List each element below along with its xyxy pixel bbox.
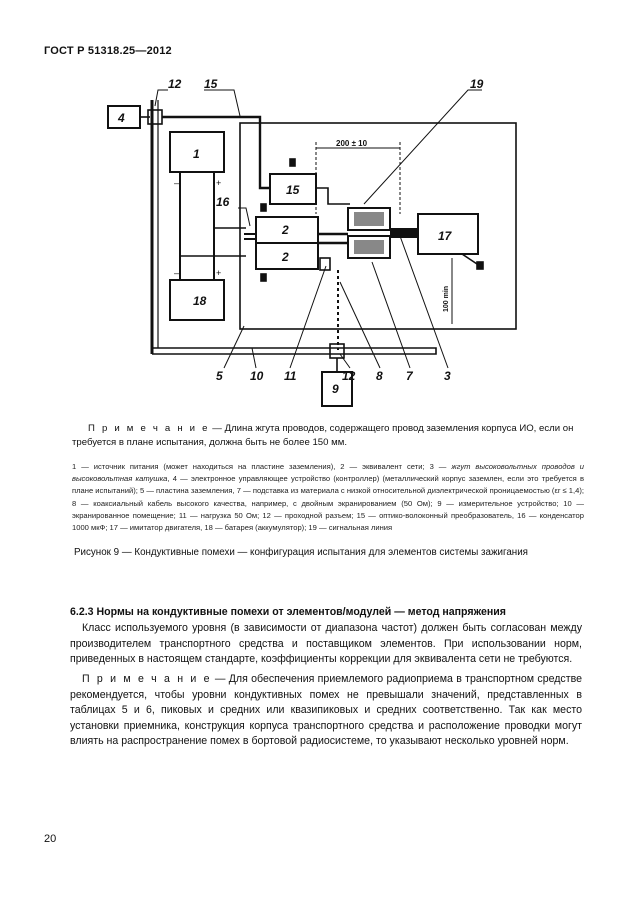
callout-12-top: 12 bbox=[168, 77, 182, 91]
figure-note bbox=[72, 422, 582, 450]
note-prefix: П р и м е ч а н и е bbox=[88, 423, 210, 434]
test-setup-diagram bbox=[104, 76, 524, 416]
figure-caption: Рисунок 9 — Кондуктивные помехи — конфигурация испытания для элементов системы зажигания bbox=[74, 547, 528, 558]
dimension-200: 200 ± 10 bbox=[336, 139, 368, 148]
note-text-1: — Длина жгута проводов, содержащего провод заземления корпуса ИО, если он bbox=[209, 423, 574, 434]
section-note-prefix: П р и м е ч а н и е bbox=[82, 673, 212, 685]
figure-legend bbox=[72, 461, 584, 534]
callout-10: 10 bbox=[250, 369, 264, 383]
section-heading: 6.2.3 Нормы на кондуктивные помехи от элементов/модулей — метод напряжения bbox=[70, 606, 506, 618]
page-number: 20 bbox=[44, 833, 57, 845]
polarity-minus-bottom: – bbox=[174, 268, 180, 278]
note-text-2: требуется в плане испытания, должна быть не более 150 мм. bbox=[72, 437, 347, 448]
polarity-plus-bottom: + bbox=[216, 268, 222, 278]
dimension-100min: 100 min bbox=[443, 285, 450, 312]
legend-part-3: , 4 — электронное управляющее устройство (контроллер) (металлический корпус заземлен, если это требуется в плане испытаний); 5 — пластина заземления, 7 — подставка из материала с низкой относительной диэлектрической проницаемостью (εr ≤ 1,4); 8 — коаксиальный кабель высокого качества, например, с двойным экранированием (50 Ом); 9 — измерительное устройство; 10 — экранированное помещение; 11 — нагрузка 50 Ом; 12 — проходной разъем; 15 — оптико-волоконный преобразователь, 16 — конденсатор 1000 мкФ; 17 — имитатор двигателя, 18 — батарея (аккумулятор); 19 — сигнальная линия bbox=[72, 474, 584, 533]
legend-part-2: жгут высоковольтных проводов и высоковольтная катушка bbox=[72, 462, 585, 484]
callout-18: 18 bbox=[193, 294, 207, 308]
legend-part-1: 1 — источник питания (может находиться на пластине заземления), 2 — эквивалент сети; 3 — bbox=[72, 462, 452, 471]
callout-3: 3 bbox=[444, 369, 451, 383]
callout-2-bottom: 2 bbox=[282, 250, 289, 264]
callout-17: 17 bbox=[438, 229, 452, 243]
callout-11: 11 bbox=[284, 369, 297, 383]
polarity-minus-top: – bbox=[174, 178, 180, 188]
callout-5: 5 bbox=[216, 369, 223, 383]
polarity-plus-top: + bbox=[216, 178, 222, 188]
figure-note-line1 bbox=[72, 422, 582, 436]
callout-15-box: 15 bbox=[286, 183, 300, 197]
callout-1: 1 bbox=[193, 147, 200, 161]
section-note-text: — Для обеспечения приемлемого радиоприема в транспортном средстве рекомендуется, чтобы уровни кондуктивных помех не превышали значений, представленных в таблицах 5 и 6, пиковых и средних или квазипиковых и средних соответственно. Так как место установки приемника, конструкция корпуса транспортного средства и расположение проводки могут влиять на распространение помех в бортовой радиосистеме, то указывают несколько уровней норм. bbox=[70, 673, 582, 747]
callout-19: 19 bbox=[470, 77, 484, 91]
callout-16: 16 bbox=[216, 195, 230, 209]
callout-4: 4 bbox=[118, 111, 125, 125]
section-paragraph-1: Класс используемого уровня (в зависимости от диапазона частот) должен быть согласован между производителем транспортного средства и поставщиком элементов. При использовании норм, приведенных в настоящем стандарте, коэффициенты коррекции для эквивалента сети не требуются. bbox=[70, 622, 582, 665]
shield-floor-line bbox=[152, 348, 436, 354]
callout-12-bottom: 12 bbox=[342, 369, 356, 383]
callout-8: 8 bbox=[376, 369, 383, 383]
feedthrough-top bbox=[148, 110, 162, 124]
section-note bbox=[70, 672, 582, 750]
callout-15-top: 15 bbox=[204, 77, 218, 91]
page-header: ГОСТ Р 51318.25—2012 bbox=[44, 45, 172, 57]
callout-9: 9 bbox=[332, 382, 339, 396]
callout-7: 7 bbox=[406, 369, 413, 383]
callout-2-top: 2 bbox=[282, 223, 289, 237]
